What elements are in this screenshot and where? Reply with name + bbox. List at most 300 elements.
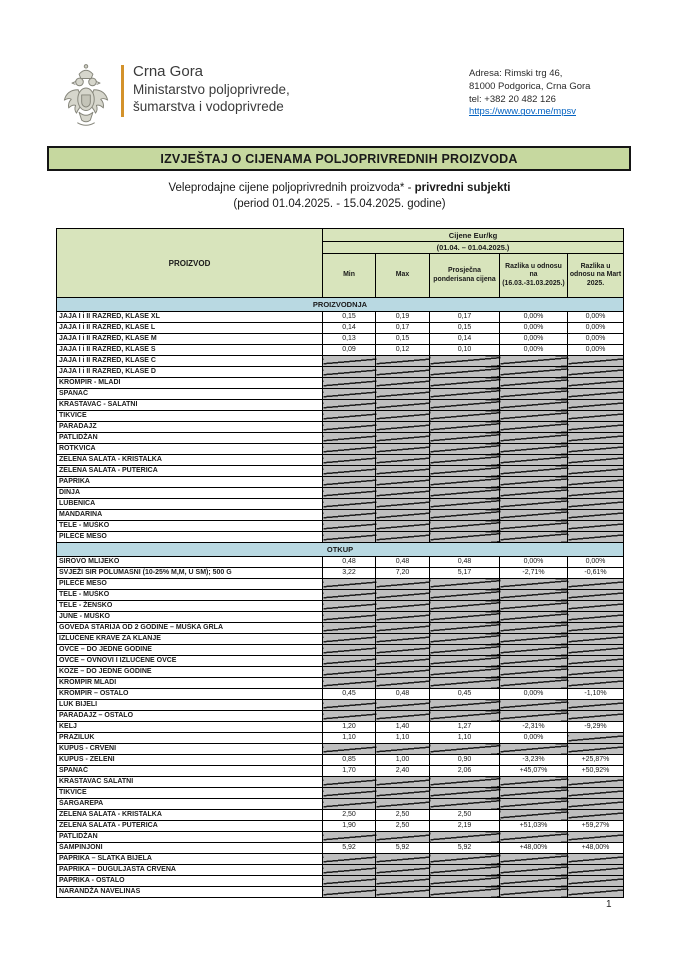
table-row xyxy=(57,400,624,411)
product-name: ZELENA SALATA - KRISTALKA xyxy=(57,455,323,466)
empty-value-cell xyxy=(376,499,430,510)
empty-value-cell xyxy=(568,678,624,689)
empty-value-cell xyxy=(376,356,430,367)
empty-value-cell xyxy=(376,510,430,521)
empty-value-cell xyxy=(430,411,500,422)
empty-value-cell xyxy=(568,623,624,634)
product-name: OVCE – DO JEDNE GODINE xyxy=(57,645,323,656)
product-name: KRASTAVAC SALATNI xyxy=(57,777,323,788)
table-row xyxy=(57,887,624,898)
empty-value-cell xyxy=(430,521,500,532)
empty-value-cell xyxy=(376,832,430,843)
empty-value-cell xyxy=(323,411,376,422)
value-cell: 0,45 xyxy=(323,689,376,700)
value-cell: 1,20 xyxy=(323,722,376,733)
empty-value-cell xyxy=(500,510,568,521)
column-header-period: (01.04. – 01.04.2025.) xyxy=(323,242,624,254)
product-name: LUBENICA xyxy=(57,499,323,510)
table-row xyxy=(57,656,624,667)
product-name: KUPUS - CRVENI xyxy=(57,744,323,755)
section-header-otkup: OTKUP xyxy=(57,543,624,557)
empty-value-cell xyxy=(430,590,500,601)
empty-value-cell xyxy=(430,634,500,645)
empty-value-cell xyxy=(430,788,500,799)
value-cell: +50,92% xyxy=(568,766,624,777)
table-row xyxy=(57,444,624,455)
empty-value-cell xyxy=(500,744,568,755)
empty-value-cell xyxy=(500,499,568,510)
empty-value-cell xyxy=(500,411,568,422)
product-name: KELJ xyxy=(57,722,323,733)
table-row xyxy=(57,733,624,744)
empty-value-cell xyxy=(568,876,624,887)
table-row xyxy=(57,832,624,843)
empty-value-cell xyxy=(500,667,568,678)
empty-value-cell xyxy=(376,799,430,810)
value-cell: 1,10 xyxy=(430,733,500,744)
empty-value-cell xyxy=(500,700,568,711)
empty-value-cell xyxy=(323,854,376,865)
empty-value-cell xyxy=(376,623,430,634)
empty-value-cell xyxy=(430,466,500,477)
empty-value-cell xyxy=(376,601,430,612)
table-row xyxy=(57,411,624,422)
value-cell: 1,90 xyxy=(323,821,376,832)
empty-value-cell xyxy=(430,477,500,488)
empty-value-cell xyxy=(430,400,500,411)
product-name: LUK BIJELI xyxy=(57,700,323,711)
value-cell: +48,00% xyxy=(500,843,568,854)
table-row xyxy=(57,799,624,810)
price-table-wrap xyxy=(56,228,624,898)
table-row xyxy=(57,766,624,777)
table-row xyxy=(57,645,624,656)
product-name: SIROVO MLIJEKO xyxy=(57,557,323,568)
empty-value-cell xyxy=(323,579,376,590)
table-row xyxy=(57,865,624,876)
address-line2: 81000 Podgorica, Crna Gora xyxy=(469,80,591,92)
value-cell: 1,10 xyxy=(323,733,376,744)
product-name: JAJA I i II RAZRED, KLASE C xyxy=(57,356,323,367)
product-name: SPANAĆ xyxy=(57,389,323,400)
report-subtitle xyxy=(0,180,679,212)
subtitle-line2: (period 01.04.2025. - 15.04.2025. godine) xyxy=(233,198,446,211)
table-row xyxy=(57,755,624,766)
empty-value-cell xyxy=(568,601,624,612)
value-cell: 2,40 xyxy=(376,766,430,777)
value-cell: 0,00% xyxy=(500,345,568,356)
empty-value-cell xyxy=(568,532,624,543)
table-row xyxy=(57,788,624,799)
letterhead xyxy=(60,62,641,140)
value-cell: -0,61% xyxy=(568,568,624,579)
table-row xyxy=(57,466,624,477)
table-row xyxy=(57,532,624,543)
empty-value-cell xyxy=(376,466,430,477)
empty-value-cell xyxy=(568,667,624,678)
value-cell: 1,40 xyxy=(376,722,430,733)
product-name: TELE - MUŠKO xyxy=(57,590,323,601)
empty-value-cell xyxy=(376,477,430,488)
empty-value-cell xyxy=(500,799,568,810)
table-row xyxy=(57,389,624,400)
empty-value-cell xyxy=(430,389,500,400)
table-row xyxy=(57,455,624,466)
product-name: KUPUS - ZELENI xyxy=(57,755,323,766)
value-cell: 0,90 xyxy=(430,755,500,766)
table-row xyxy=(57,821,624,832)
table-row xyxy=(57,433,624,444)
empty-value-cell xyxy=(323,711,376,722)
empty-value-cell xyxy=(376,667,430,678)
value-cell: 0,17 xyxy=(430,312,500,323)
empty-value-cell xyxy=(323,876,376,887)
empty-value-cell xyxy=(323,367,376,378)
empty-value-cell xyxy=(500,865,568,876)
table-row xyxy=(57,722,624,733)
product-name: PAPRIKA xyxy=(57,477,323,488)
value-cell: 5,17 xyxy=(430,568,500,579)
empty-value-cell xyxy=(376,422,430,433)
value-cell: 1,70 xyxy=(323,766,376,777)
empty-value-cell xyxy=(376,645,430,656)
address-line1: Adresa: Rimski trg 46, xyxy=(469,68,563,79)
empty-value-cell xyxy=(376,678,430,689)
empty-value-cell xyxy=(568,477,624,488)
value-cell: +59,27% xyxy=(568,821,624,832)
value-cell: 2,06 xyxy=(430,766,500,777)
value-cell: 0,85 xyxy=(323,755,376,766)
product-name: KROMPIR MLADI xyxy=(57,678,323,689)
value-cell: 0,00% xyxy=(500,323,568,334)
empty-value-cell xyxy=(568,799,624,810)
empty-value-cell xyxy=(568,499,624,510)
product-name: PILEĆE MESO xyxy=(57,532,323,543)
empty-value-cell xyxy=(376,455,430,466)
empty-value-cell xyxy=(430,865,500,876)
value-cell: 0,14 xyxy=(323,323,376,334)
value-cell: 0,19 xyxy=(376,312,430,323)
value-cell: -2,31% xyxy=(500,722,568,733)
empty-value-cell xyxy=(500,579,568,590)
product-name: SPANAĆ xyxy=(57,766,323,777)
report-title-bar xyxy=(47,146,631,171)
value-cell: 0,00% xyxy=(500,733,568,744)
value-cell: 7,20 xyxy=(376,568,430,579)
empty-value-cell xyxy=(500,389,568,400)
table-row xyxy=(57,579,624,590)
value-cell: +48,00% xyxy=(568,843,624,854)
value-cell: 0,17 xyxy=(376,323,430,334)
table-row xyxy=(57,334,624,345)
table-row xyxy=(57,876,624,887)
empty-value-cell xyxy=(500,656,568,667)
empty-value-cell xyxy=(430,433,500,444)
empty-value-cell xyxy=(323,356,376,367)
empty-value-cell xyxy=(568,700,624,711)
product-name: SVJEŽI SIR POLUMASNI (10-25% M,M, U SM); 500 G xyxy=(57,568,323,579)
empty-value-cell xyxy=(568,367,624,378)
empty-value-cell xyxy=(430,367,500,378)
product-name: PILEĆE MESO xyxy=(57,579,323,590)
empty-value-cell xyxy=(500,711,568,722)
report-title: IZVJEŠTAJ O CIJENAMA POLJOPRIVREDNIH PROIZVODA xyxy=(160,151,518,166)
empty-value-cell xyxy=(500,810,568,821)
empty-value-cell xyxy=(430,422,500,433)
empty-value-cell xyxy=(323,477,376,488)
empty-value-cell xyxy=(430,532,500,543)
product-name: PATLIDŽAN xyxy=(57,832,323,843)
empty-value-cell xyxy=(500,887,568,898)
empty-value-cell xyxy=(323,887,376,898)
empty-value-cell xyxy=(568,510,624,521)
table-row xyxy=(57,510,624,521)
table-row xyxy=(57,345,624,356)
value-cell: 0,10 xyxy=(430,345,500,356)
empty-value-cell xyxy=(500,367,568,378)
empty-value-cell xyxy=(376,612,430,623)
value-cell: 0,15 xyxy=(376,334,430,345)
product-name: PATLIDŽAN xyxy=(57,433,323,444)
empty-value-cell xyxy=(500,444,568,455)
table-row xyxy=(57,356,624,367)
value-cell: 5,92 xyxy=(376,843,430,854)
empty-value-cell xyxy=(323,678,376,689)
empty-value-cell xyxy=(323,433,376,444)
empty-value-cell xyxy=(500,532,568,543)
table-row xyxy=(57,488,624,499)
product-name: JAJA I i II RAZRED, KLASE D xyxy=(57,367,323,378)
empty-value-cell xyxy=(376,488,430,499)
empty-value-cell xyxy=(376,411,430,422)
website-link[interactable]: https://www.gov.me/mpsv xyxy=(469,106,576,118)
empty-value-cell xyxy=(323,378,376,389)
product-name: KROMPIR – OSTALO xyxy=(57,689,323,700)
empty-value-cell xyxy=(323,488,376,499)
product-name: NARANDŽA NAVELINAS xyxy=(57,887,323,898)
table-row xyxy=(57,312,624,323)
column-header-max: Max xyxy=(376,254,430,298)
empty-value-cell xyxy=(500,455,568,466)
table-row xyxy=(57,378,624,389)
value-cell: 0,00% xyxy=(500,557,568,568)
empty-value-cell xyxy=(323,645,376,656)
value-cell: 0,09 xyxy=(323,345,376,356)
empty-value-cell xyxy=(376,700,430,711)
product-name: IZLUČENE KRAVE ZA KLANJE xyxy=(57,634,323,645)
product-name: JAJA I i II RAZRED, KLASE S xyxy=(57,345,323,356)
empty-value-cell xyxy=(500,623,568,634)
org-block xyxy=(133,62,290,116)
product-name: DINJA xyxy=(57,488,323,499)
org-dept-line2: šumarstva i vodoprivrede xyxy=(133,98,284,114)
empty-value-cell xyxy=(376,378,430,389)
product-name: TELE - ŽENSKO xyxy=(57,601,323,612)
empty-value-cell xyxy=(568,455,624,466)
value-cell: 1,00 xyxy=(376,755,430,766)
empty-value-cell xyxy=(568,521,624,532)
empty-value-cell xyxy=(430,799,500,810)
value-cell: 0,00% xyxy=(568,345,624,356)
value-cell: 0,00% xyxy=(568,312,624,323)
empty-value-cell xyxy=(568,433,624,444)
value-cell: 0,00% xyxy=(500,312,568,323)
empty-value-cell xyxy=(323,865,376,876)
price-table xyxy=(56,228,624,898)
empty-value-cell xyxy=(500,356,568,367)
table-row xyxy=(57,700,624,711)
value-cell: 2,50 xyxy=(376,810,430,821)
table-row xyxy=(57,667,624,678)
product-name: ZELENA SALATA - PUTERICA xyxy=(57,821,323,832)
empty-value-cell xyxy=(568,777,624,788)
product-name: GOVEDA STARIJA OD 2 GODINE – MUŠKA GRLA xyxy=(57,623,323,634)
value-cell: 0,12 xyxy=(376,345,430,356)
empty-value-cell xyxy=(500,678,568,689)
empty-value-cell xyxy=(500,645,568,656)
column-header-diff-prev-month: Razlika u odnosu na Mart 2025. xyxy=(568,254,624,298)
empty-value-cell xyxy=(376,777,430,788)
table-row xyxy=(57,590,624,601)
value-cell: 3,22 xyxy=(323,568,376,579)
value-cell: 2,50 xyxy=(376,821,430,832)
empty-value-cell xyxy=(376,433,430,444)
empty-value-cell xyxy=(500,777,568,788)
empty-value-cell xyxy=(430,876,500,887)
empty-value-cell xyxy=(500,634,568,645)
column-header-avg: Prosječna ponderisana cijena xyxy=(430,254,500,298)
product-name: ZELENA SALATA - KRISTALKA xyxy=(57,810,323,821)
empty-value-cell xyxy=(323,521,376,532)
empty-value-cell xyxy=(568,733,624,744)
empty-value-cell xyxy=(323,422,376,433)
empty-value-cell xyxy=(500,590,568,601)
value-cell: 0,48 xyxy=(430,557,500,568)
empty-value-cell xyxy=(323,788,376,799)
empty-value-cell xyxy=(323,777,376,788)
product-name: TIKVICE xyxy=(57,788,323,799)
empty-value-cell xyxy=(323,466,376,477)
value-cell: 1,10 xyxy=(376,733,430,744)
product-name: PARADAJZ xyxy=(57,422,323,433)
table-row xyxy=(57,623,624,634)
empty-value-cell xyxy=(500,612,568,623)
empty-value-cell xyxy=(500,477,568,488)
empty-value-cell xyxy=(568,711,624,722)
empty-value-cell xyxy=(323,634,376,645)
value-cell: 2,50 xyxy=(430,810,500,821)
empty-value-cell xyxy=(568,744,624,755)
empty-value-cell xyxy=(323,601,376,612)
table-row xyxy=(57,777,624,788)
product-name: MANDARINA xyxy=(57,510,323,521)
empty-value-cell xyxy=(568,466,624,477)
product-name: ROTKVICA xyxy=(57,444,323,455)
table-row xyxy=(57,601,624,612)
value-cell: 0,00% xyxy=(500,689,568,700)
empty-value-cell xyxy=(568,865,624,876)
table-row xyxy=(57,634,624,645)
value-cell: 2,19 xyxy=(430,821,500,832)
table-row xyxy=(57,612,624,623)
table-row xyxy=(57,422,624,433)
page-number: 1 xyxy=(606,899,612,910)
empty-value-cell xyxy=(568,810,624,821)
value-cell: 0,00% xyxy=(568,334,624,345)
empty-value-cell xyxy=(323,700,376,711)
empty-value-cell xyxy=(500,400,568,411)
empty-value-cell xyxy=(500,876,568,887)
product-name: TIKVICE xyxy=(57,411,323,422)
empty-value-cell xyxy=(500,521,568,532)
product-name: PAPRIKA - OSTALO xyxy=(57,876,323,887)
product-name: TELE - MUŠKO xyxy=(57,521,323,532)
section-header-proizvodnja: PROIZVODNJA xyxy=(57,298,624,312)
product-name: JAJA I i II RAZRED, KLASE M xyxy=(57,334,323,345)
value-cell: 0,00% xyxy=(500,334,568,345)
empty-value-cell xyxy=(430,777,500,788)
value-cell: 5,92 xyxy=(430,843,500,854)
empty-value-cell xyxy=(430,832,500,843)
value-cell: 0,48 xyxy=(376,689,430,700)
value-cell: -2,71% xyxy=(500,568,568,579)
empty-value-cell xyxy=(568,612,624,623)
empty-value-cell xyxy=(430,601,500,612)
empty-value-cell xyxy=(376,400,430,411)
empty-value-cell xyxy=(376,521,430,532)
value-cell: 0,45 xyxy=(430,689,500,700)
column-header-min: Min xyxy=(323,254,376,298)
empty-value-cell xyxy=(430,444,500,455)
product-name: ŠAMPINJONI xyxy=(57,843,323,854)
product-name: JAJA I i II RAZRED, KLASE L xyxy=(57,323,323,334)
table-row xyxy=(57,854,624,865)
empty-value-cell xyxy=(430,455,500,466)
empty-value-cell xyxy=(376,367,430,378)
column-header-diff-prev-period: Razlika u odnosu na (16.03.-31.03.2025.) xyxy=(500,254,568,298)
empty-value-cell xyxy=(430,854,500,865)
empty-value-cell xyxy=(323,590,376,601)
org-dept-line1: Ministarstvo poljoprivrede, xyxy=(133,81,290,97)
column-group-prices: Cijene Eur/kg xyxy=(323,229,624,242)
value-cell: 0,48 xyxy=(323,557,376,568)
empty-value-cell xyxy=(500,433,568,444)
empty-value-cell xyxy=(430,510,500,521)
phone: tel: +382 20 482 126 xyxy=(469,93,556,105)
value-cell: 0,15 xyxy=(323,312,376,323)
value-cell: +45,07% xyxy=(500,766,568,777)
value-cell: 0,15 xyxy=(430,323,500,334)
empty-value-cell xyxy=(568,422,624,433)
empty-value-cell xyxy=(376,865,430,876)
empty-value-cell xyxy=(430,711,500,722)
empty-value-cell xyxy=(500,422,568,433)
empty-value-cell xyxy=(500,832,568,843)
empty-value-cell xyxy=(568,400,624,411)
empty-value-cell xyxy=(430,499,500,510)
table-row xyxy=(57,711,624,722)
product-name: ŠARGAREPA xyxy=(57,799,323,810)
value-cell: 0,13 xyxy=(323,334,376,345)
empty-value-cell xyxy=(500,466,568,477)
empty-value-cell xyxy=(376,389,430,400)
table-row xyxy=(57,367,624,378)
table-row xyxy=(57,521,624,532)
empty-value-cell xyxy=(376,634,430,645)
value-cell: -9,29% xyxy=(568,722,624,733)
empty-value-cell xyxy=(323,455,376,466)
value-cell: 0,00% xyxy=(568,323,624,334)
